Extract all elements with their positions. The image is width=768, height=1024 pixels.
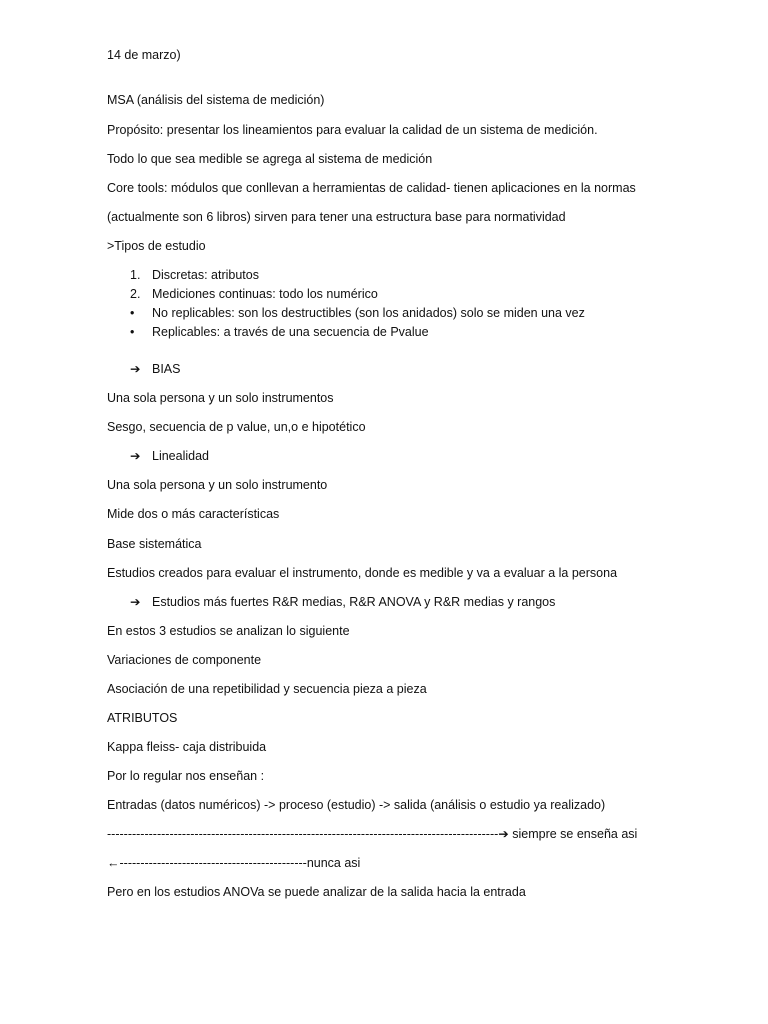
linearity-line-2: Mide dos o más características — [107, 507, 280, 521]
list-marker: 2. — [130, 287, 141, 301]
bullet-marker: • — [130, 306, 135, 320]
rr-line-9: ←---------------------------------------------nunca asi — [107, 856, 361, 870]
list-item — [130, 267, 259, 283]
right-arrow-icon: ➔ — [130, 449, 141, 463]
list-item — [130, 305, 585, 321]
core-tools-line: Core tools: módulos que conllevan a herramientas de calidad- tienen aplicaciones en la normas — [107, 181, 636, 195]
rr-line-2: Variaciones de componente — [107, 653, 262, 667]
list-item — [130, 286, 378, 302]
rr-line-6: Por lo regular nos enseñan : — [107, 769, 265, 783]
linearity-heading — [130, 448, 209, 464]
list-item — [130, 324, 429, 340]
linearity-line-4: Estudios creados para evaluar el instrumento, donde es medible y va a evaluar a la persona — [107, 566, 618, 580]
msa-title: MSA (análisis del sistema de medición) — [107, 93, 325, 107]
rr-heading — [130, 594, 555, 610]
list-item-text: No replicables: son los destructibles (son los anidados) solo se miden una vez — [152, 306, 585, 320]
rr-line-10: Pero en los estudios ANOVa se puede analizar de la salida hacia la entrada — [107, 885, 526, 899]
list-item-text: Replicables: a través de una secuencia de Pvalue — [152, 325, 429, 339]
measurable-line: Todo lo que sea medible se agrega al sistema de medición — [107, 152, 433, 166]
rr-line-8: ----------------------------------------------------------------------------------------------➔ siempre se enseña asi — [107, 827, 638, 841]
rr-line-3: Asociación de una repetibilidad y secuencia pieza a pieza — [107, 682, 427, 696]
rr-heading-text: Estudios más fuertes R&R medias, R&R ANOVA y R&R medias y rangos — [152, 595, 556, 609]
right-arrow-icon: ➔ — [130, 595, 141, 609]
list-marker: 1. — [130, 268, 141, 282]
rr-line-5: Kappa fleiss- caja distribuida — [107, 740, 267, 754]
linearity-heading-text: Linealidad — [152, 449, 209, 463]
bias-line-1: Una sola persona y un solo instrumentos — [107, 391, 334, 405]
bullet-marker: • — [130, 325, 135, 339]
rr-line-7: Entradas (datos numéricos) -> proceso (estudio) -> salida (análisis o estudio ya realizado) — [107, 798, 606, 812]
date-line: 14 de marzo) — [107, 48, 181, 62]
books-line: (actualmente son 6 libros) sirven para tener una estructura base para normatividad — [107, 210, 566, 224]
bias-line-2: Sesgo, secuencia de p value, un,o e hipotético — [107, 420, 366, 434]
right-arrow-icon: ➔ — [130, 362, 141, 376]
linearity-line-3: Base sistemática — [107, 537, 202, 551]
study-types-line: >Tipos de estudio — [107, 239, 206, 253]
purpose-line: Propósito: presentar los lineamientos para evaluar la calidad de un sistema de medición. — [107, 123, 598, 137]
rr-line-1: En estos 3 estudios se analizan lo siguiente — [107, 624, 350, 638]
bias-heading — [130, 361, 181, 377]
list-item-text: Mediciones continuas: todo los numérico — [152, 287, 378, 301]
list-item-text: Discretas: atributos — [152, 268, 259, 282]
bias-heading-text: BIAS — [152, 362, 181, 376]
attributes-heading: ATRIBUTOS — [107, 711, 178, 725]
linearity-line-1: Una sola persona y un solo instrumento — [107, 478, 328, 492]
